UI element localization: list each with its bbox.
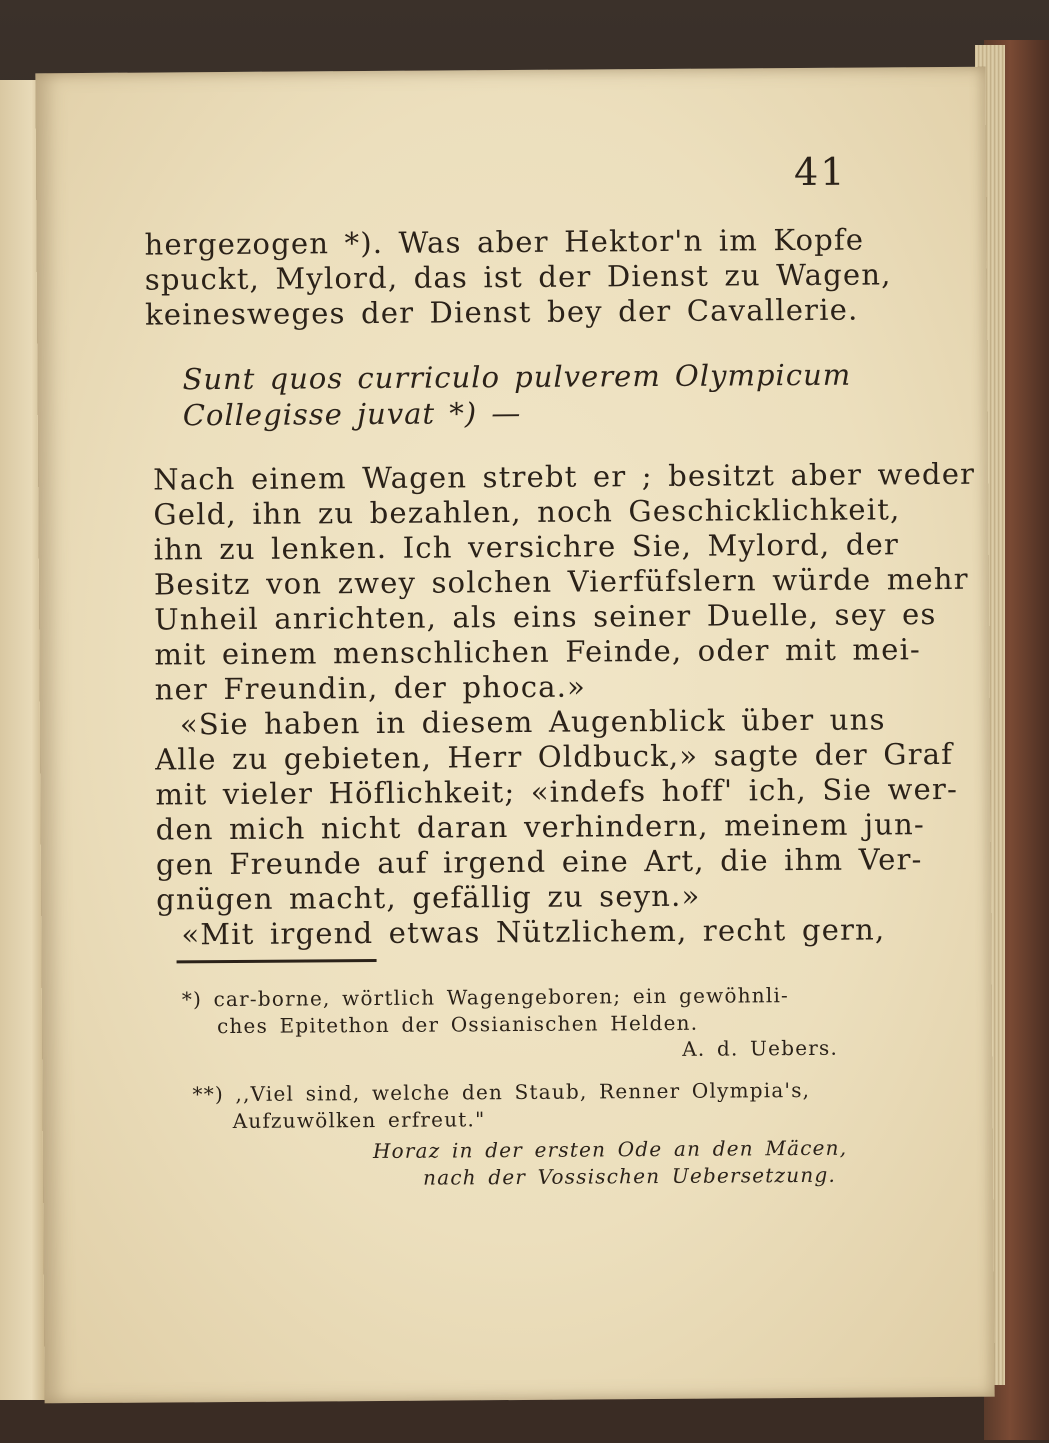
- text-line: Alle zu gebieten, Herr Oldbuck,» sagte der Graf: [155, 736, 954, 777]
- text-line: mit vieler Höflichkeit; «indefs hoff' ich, Sie wer-: [155, 771, 959, 812]
- latin-quote-line: Sunt quos curriculo pulverem Olympicum: [182, 357, 852, 397]
- footnote-source-line: Horaz in der ersten Ode an den Mäcen,: [372, 1135, 848, 1164]
- text-line: Geld, ihn zu bezahlen, noch Geschicklichkeit,: [153, 492, 901, 532]
- text-line: spuckt, Mylord, das ist der Dienst zu Wagen,: [144, 257, 892, 297]
- text-line: «Mit irgend etwas Nützlichem, recht gern,: [181, 912, 886, 952]
- text-line: Besitz von zwey solchen Vierfüfslern würde mehr: [153, 561, 969, 602]
- page-number: 41: [793, 149, 847, 195]
- text-line: Nach einem Wagen strebt er ; besitzt aber weder: [153, 456, 976, 497]
- text-line: ihn zu lenken. Ich versichre Sie, Mylord, der: [153, 527, 900, 567]
- footnote-rule: [177, 959, 377, 963]
- text-line: den mich nicht daran verhindern, meinem jun-: [155, 807, 926, 847]
- footnote-signature: A. d. Uebers.: [682, 1035, 839, 1061]
- latin-quote-line: Collegisse juvat *) —: [182, 395, 522, 433]
- footnote-line: ches Epitethon der Ossianischen Helden.: [216, 1010, 699, 1039]
- footnote-source-line: nach der Vossischen Uebersetzung.: [423, 1162, 837, 1190]
- text-line: hergezogen *). Was aber Hektor'n im Kopfe: [144, 222, 865, 262]
- text-line: mit einem menschlichen Feinde, oder mit mei-: [154, 632, 922, 672]
- footnote-line: *) car-borne, wörtlich Wagengeboren; ein gewöhnli-: [181, 983, 790, 1012]
- text-line: «Sie haben in diesem Augenblick über uns: [179, 702, 886, 742]
- text-line: keinesweges der Dienst bey der Cavallerie.: [144, 292, 859, 332]
- text-line: gen Freunde auf irgend eine Art, die ihm Ver-: [155, 842, 923, 882]
- footnote-line: Aufzuwölken erfreut.": [232, 1107, 486, 1133]
- text-line: ner Freundin, der phoca.»: [154, 669, 587, 707]
- footnote-line: **) ,,Viel sind, welche den Staub, Renner Olympia's,: [192, 1077, 811, 1107]
- book-page: [35, 67, 994, 1404]
- text-line: gnügen macht, gefällig zu seyn.»: [156, 878, 701, 917]
- text-line: Unheil anrichten, als eins seiner Duelle, sey es: [154, 597, 937, 637]
